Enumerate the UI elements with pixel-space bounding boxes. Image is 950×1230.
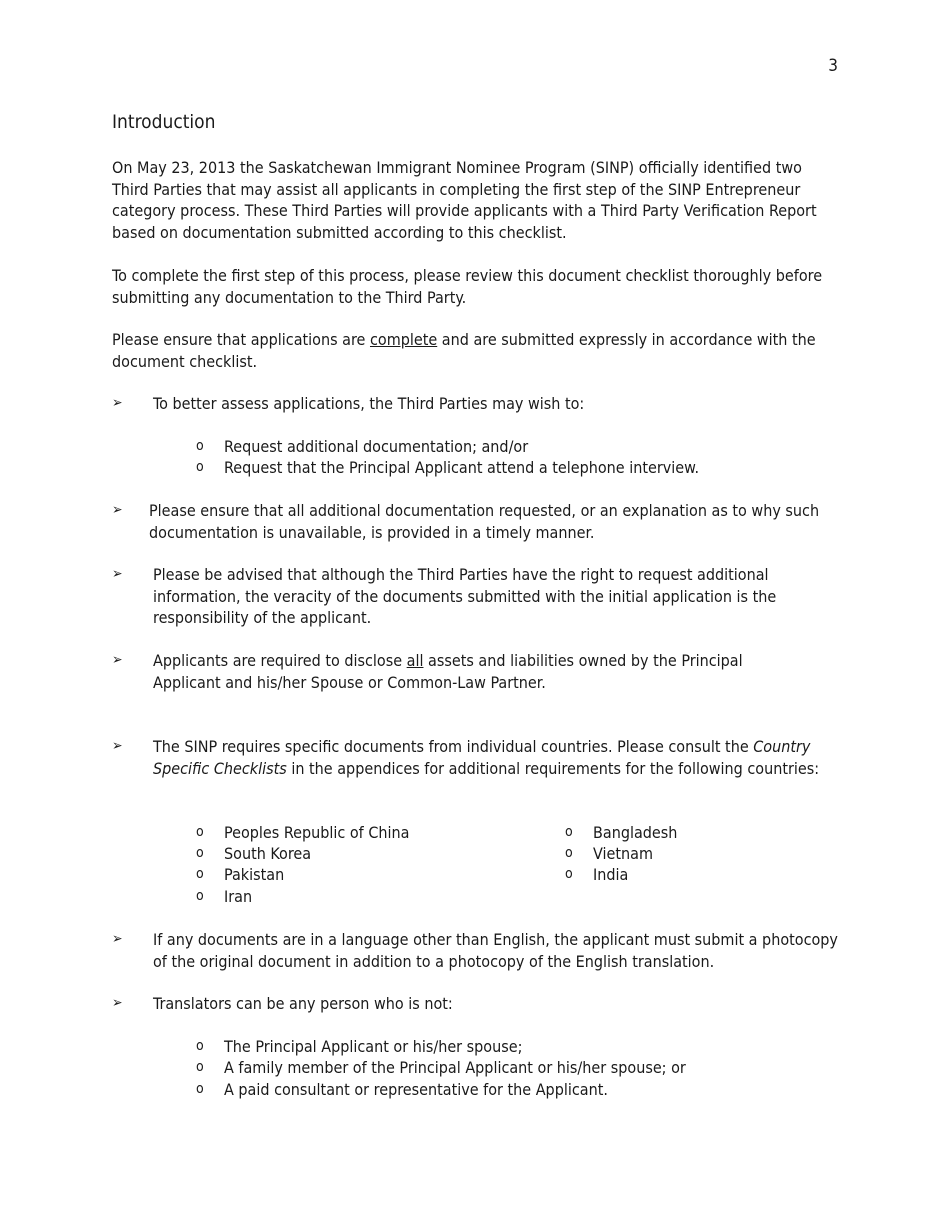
circle-bullet-icon: o [196, 438, 204, 454]
arrow-bullet-icon: ➢ [112, 652, 123, 668]
circle-bullet-icon: o [196, 459, 204, 475]
arrow-bullet-icon: ➢ [112, 995, 123, 1011]
circle-bullet-icon: o [565, 824, 573, 840]
country-specific-checklists: Country Specific Checklists [153, 737, 811, 778]
underlined-complete: complete [369, 330, 438, 349]
circle-bullet-icon: o [196, 1038, 204, 1054]
circle-bullet-icon: o [196, 888, 204, 904]
arrow-bullet-icon: ➢ [112, 566, 123, 582]
section-heading: Introduction [112, 111, 216, 133]
circle-bullet-icon: o [196, 1081, 204, 1097]
circle-bullet-icon: o [196, 1059, 204, 1075]
intro-paragraph-3: Please ensure that applications are complete and are submitted expressly in accordance with the document checklist. [112, 330, 816, 371]
circle-bullet-icon: o [565, 866, 573, 882]
arrow-bullet-icon: ➢ [112, 395, 123, 411]
arrow-bullet-icon: ➢ [112, 502, 123, 518]
arrow-bullet-icon: ➢ [112, 738, 123, 754]
circle-bullet-icon: o [196, 866, 204, 882]
underlined-all: all [406, 651, 424, 670]
circle-bullet-icon: o [565, 845, 573, 861]
arrow-bullet-icon: ➢ [112, 931, 123, 947]
circle-bullet-icon: o [196, 824, 204, 840]
intro-paragraph-1: On May 23, 2013 the Saskatchewan Immigrant Nominee Program (SINP) officially identified two Third Parties that may assist all applicants in completing the first step of the SINP Entrepreneur category process. These Third Parties will provide applicants with a Third Party Verification Report based on documentation submitted according to this checklist. [112, 158, 817, 242]
circle-bullet-icon: o [196, 845, 204, 861]
intro-paragraph-2: To complete the first step of this process, please review this document checklist thoroughly before submitting any documentation to the Third Party. [112, 266, 823, 307]
page-number: 3 [828, 56, 838, 76]
